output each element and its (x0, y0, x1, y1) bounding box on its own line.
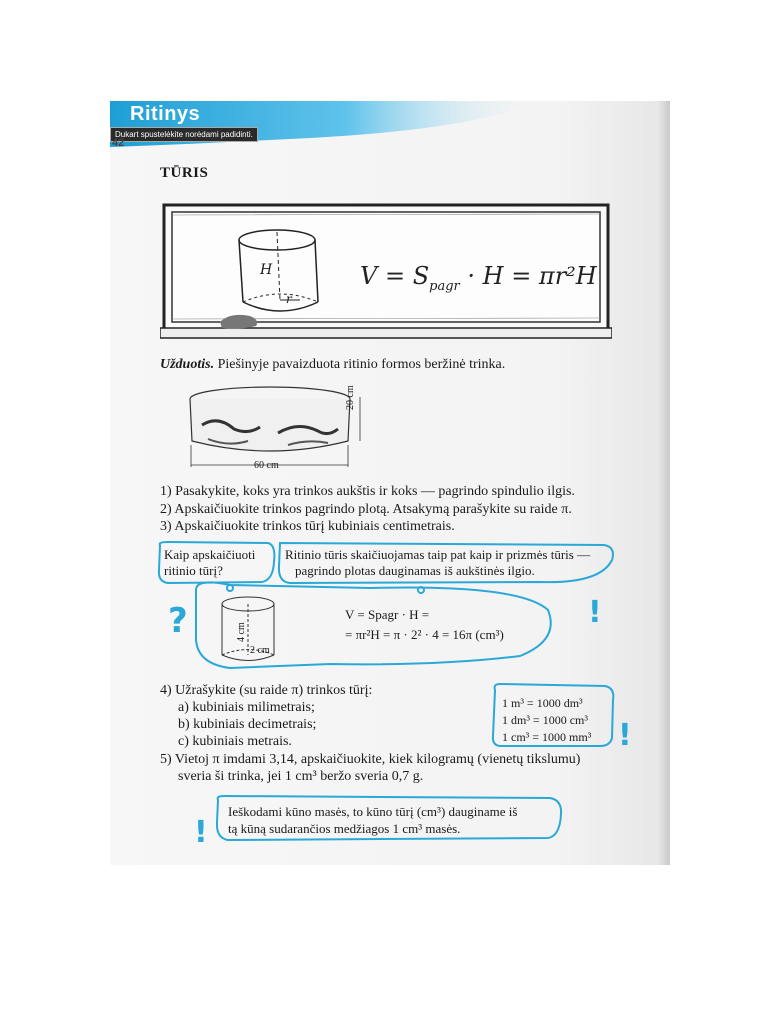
question-2: 2) Apskaičiuokite trinkos pagrindo plotą. Atsakymą parašykite su raide π. (160, 502, 572, 517)
calc-line-1: V = Spagr · H = (345, 607, 430, 622)
board-h-label: H (260, 262, 273, 278)
question-4c: c) kubiniais metrais. (178, 734, 292, 749)
question-4a: a) kubiniais milimetrais; (178, 700, 315, 715)
question-4b: b) kubiniais decimetrais; (178, 717, 317, 732)
board-r-label: r (286, 292, 292, 306)
cylinder-radius-label: 2 cm (250, 645, 270, 656)
unit-conversions-box: 1 m³ = 1000 dm³ 1 dm³ = 1000 cm³ 1 cm³ = 1000 mm³ (502, 696, 592, 744)
section-title: TŪRIS (160, 165, 209, 181)
chapter-title: Ritinys (130, 103, 201, 125)
zoom-tooltip: Dukart spustelėkite norėdami padidinti. (110, 127, 258, 142)
svg-text:!: ! (588, 595, 602, 630)
log-height-label: 20 cm (345, 385, 356, 410)
question-3: 3) Apskaičiuokite trinkos tūrį kubiniais centimetrais. (160, 519, 455, 534)
svg-text:!: ! (618, 718, 632, 753)
page-number: 42 (112, 137, 125, 149)
mass-hint-bubble: Ieškodami kūno masės, to kūno tūrį (cm³) dauginame iš tą kūną sudarančios medžiagos 1 cm³ masės. (228, 804, 518, 836)
log-width-label: 60 cm (254, 460, 279, 471)
cylinder-height-label: 4 cm (236, 622, 247, 642)
question-5-line-2: sveria ši trinka, jei 1 cm³ beržo sveria 0,7 g. (178, 769, 424, 784)
svg-text:!: ! (194, 815, 208, 850)
page-edge-shadow (657, 101, 670, 865)
hint-answer-bubble: Ritinio tūris skaičiuojamas taip pat kaip ir prizmės tūris — pagrindo plotas dauginamas iš aukštinės ilgio. (285, 547, 591, 578)
hint-question-bubble: Kaip apskaičiuoti ritinio tūrį? (164, 547, 256, 578)
task-line: Užduotis. Piešinyje pavaizduota ritinio formos beržinė trinka. (160, 357, 506, 372)
question-1: 1) Pasakykite, koks yra trinkos aukštis ir koks — pagrindo spindulio ilgis. (160, 484, 575, 499)
question-5-line-1: 5) Vietoj π imdami 3,14, apskaičiuokite, kiek kilogramų (vienetų tikslumu) (160, 752, 581, 767)
svg-text:?: ? (168, 601, 188, 641)
volume-formula: $V = S_{pagr} \cdot H = \pi r^2H$ (360, 262, 597, 294)
question-4: 4) Užrašykite (su raide π) trinkos tūrį: (160, 683, 373, 698)
calc-line-2: = πr²H = π · 2² · 4 = 16π (cm³) (345, 627, 504, 642)
